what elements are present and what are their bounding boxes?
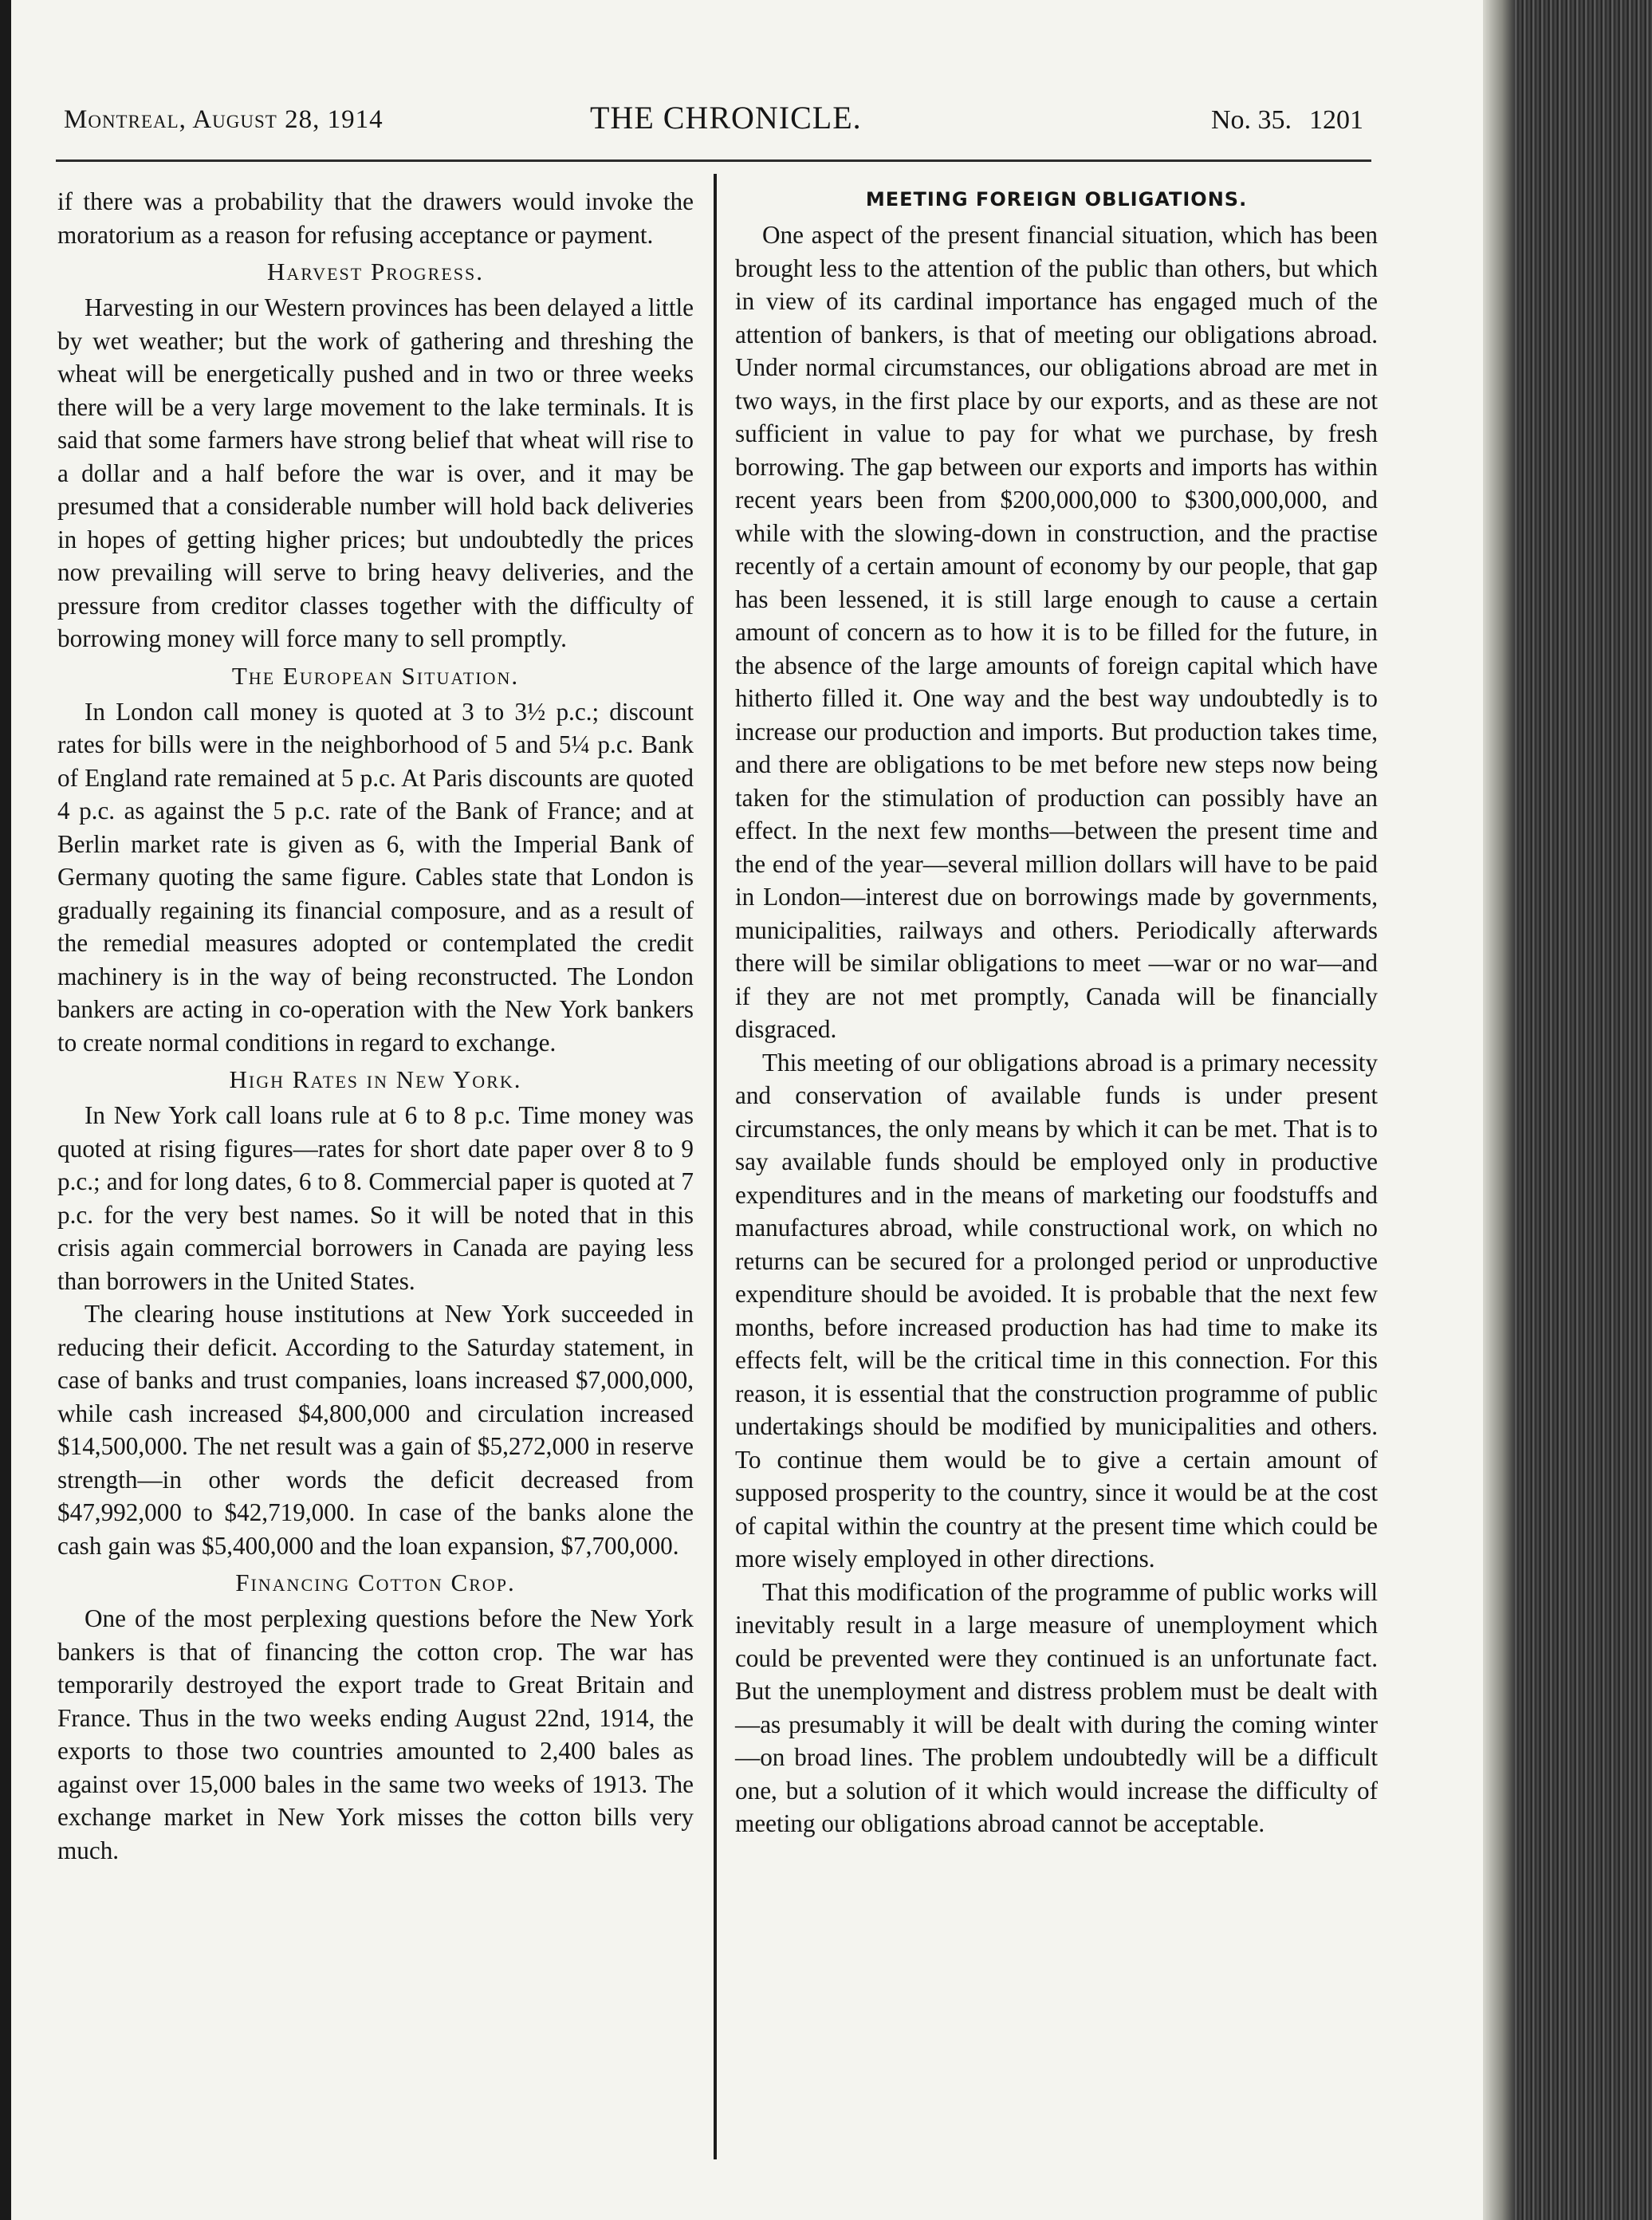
european-paragraph: In London call money is quoted at 3 to 3½ p.c.; discount rates for bills were in the neighborhood of 5 and 5¼ p.c. Bank of England rate remained at 5 p.c. At Paris discounts are quoted 4 p.c. as against the 5 p.c. rate of the Bank of France; and at Berlin market rate is given as 6, with the Imperial Bank of Germany quoting the same figure. Cables state that London is gradually regaining its financial composure, and as a result of the remedial measures adopted or contemplated the credit machinery is in the way of being reconstructed. The London bankers are acting in co-operation with the New York bankers to create normal conditions in regard to exchange. xyxy=(57,697,694,1057)
header-dateline: Montreal, August 28, 1914 xyxy=(64,105,384,134)
header-issue-page xyxy=(1194,105,1363,136)
new-york-paragraph-1: In New York call loans rule at 6 to 8 p.c. Time money was quoted at rising figures—rates for short date paper over 8 to 9 p.c.; and for long dates, 6 to 8. Commercial paper is quoted at 7 p.c. for the very best names. So it will be noted that in this crisis again commercial borrowers in Canada are paying less than borrowers in the United States. xyxy=(57,1101,694,1295)
cotton-paragraph: One of the most perplexing questions before the New York bankers is that of financing the cotton crop. The war has temporarily destroyed the export trade to Great Britain and France. Thus in the two weeks ending August 22nd, 1914, the exports to those two countries amounted to 2,400 bales as against over 15,000 bales in the same two weeks of 1913. The exchange market in New York misses the cotton bills very much. xyxy=(57,1604,694,1864)
new-york-paragraph-2: The clearing house institutions at New York succeeded in reducing their deficit. According to the Saturday statement, in case of banks and trust companies, loans increased $7,000,000, while cash increased $4,800,000 and circulation increased $14,500,000. The net result was a gain of $5,272,000 in reserve strength—in other words the deficit decreased from $47,992,000 to $42,719,000. In case of the banks alone the cash gain was $5,400,000 and the loan expansion, $7,700,000. xyxy=(57,1300,694,1560)
continued-paragraph: if there was a probability that the drawers would invoke the moratorium as a reason for refusing acceptance or payment. xyxy=(57,187,694,249)
left-column xyxy=(57,185,694,1867)
right-column xyxy=(735,185,1378,1840)
running-header xyxy=(64,96,1363,144)
header-rule xyxy=(56,159,1371,162)
header-publication-title: THE CHRONICLE. xyxy=(590,100,862,136)
article-paragraph-3: That this modification of the programme of public works will inevitably result in a large measure of unemployment which could be prevented were they continued is an unfortunate fact. But the unemployment and distress problem must be dealt with—as presumably it will be dealt with during the coming winter—on broad lines. The problem undoubtedly will be a difficult one, but a solution of it which would increase the difficulty of meeting our obligations abroad cannot be acceptable. xyxy=(735,1577,1378,1837)
section-heading-new-york: High Rates in New York. xyxy=(229,1065,522,1093)
section-heading-harvest: Harvest Progress. xyxy=(267,258,484,285)
section-heading-european: The European Situation. xyxy=(231,661,520,690)
book-spine-shadow xyxy=(1483,0,1515,2220)
header-issue-number: No. 35. xyxy=(1210,105,1292,135)
scan-left-border xyxy=(0,0,11,2220)
column-divider xyxy=(714,174,717,2159)
header-page-number: 1201 xyxy=(1309,105,1363,135)
article-paragraph-1: One aspect of the present financial situation, which has been brought less to the attention of the public than others, but which in view of its cardinal importance has engaged much of the attention of bankers, is that of meeting our obligations abroad. Under normal circumstances, our obligations abroad are met in two ways, in the first place by our exports, and as these are not sufficient in value to pay for what we purchase, by fresh borrowing. The gap between our exports and imports has within recent years been from $200,000,000 to $300,000,000, and while with the slowing-down in construction, and the practise recently of a certain amount of economy by our people, that gap has been lessened, it is still large enough to cause a certain amount of concern as to how it is to be filled for the future, in the absence of the large amounts of foreign capital which have hitherto filled it. One way and the best way undoubtedly is to increase our production and imports. But production takes time, and there are obligations to be met before new steps now being taken for the stimulation of production can possibly have an effect. In the next few months—between the present time and the end of the year—several million dollars will have to be paid in London—interest due on borrowings made by governments, municipalities, railways and others. Periodically afterwards there will be similar obligations to meet —war or no war—and if they are not met promptly, Canada will be financially disgraced. xyxy=(735,221,1378,1043)
article-paragraph-2: This meeting of our obligations abroad is a primary necessity and conservation of available funds is under present circumstances, the only means by which it can be met. That is to say available funds should be employed only in productive expenditures and in the means of marketing our foodstuffs and manufactures abroad, while constructional work, on which no returns can be secured for a prolonged period or unproductive expenditure should be avoided. It is probable that the next few months, before increased production has had time to make its effects felt, will be the critical time in this connection. For this reason, it is essential that the construction programme of public undertakings should be modified by municipalities and others. To continue them would be to give a certain amount of supposed prosperity to the country, since it would be at the cost of capital within the country at the present time which could be more wisely employed in other directions. xyxy=(735,1048,1378,1572)
harvest-paragraph: Harvesting in our Western provinces has been delayed a little by wet weather; but the work of gathering and threshing the wheat will be energetically pushed and in two or three weeks there will be a very large movement to the lake terminals. It is said that some farmers have strong belief that wheat will rise to a dollar and a half before the war is over, and it may be presumed that a considerable number will hold back deliveries in hopes of getting higher prices; but undoubtedly the prices now prevailing will serve to bring heavy deliveries, and the pressure from creditor classes together with the difficulty of borrowing money will force many to sell promptly. xyxy=(57,293,694,652)
section-heading-cotton: Financing Cotton Crop. xyxy=(235,1569,516,1596)
article-title: MEETING FOREIGN OBLIGATIONS. xyxy=(865,188,1248,211)
